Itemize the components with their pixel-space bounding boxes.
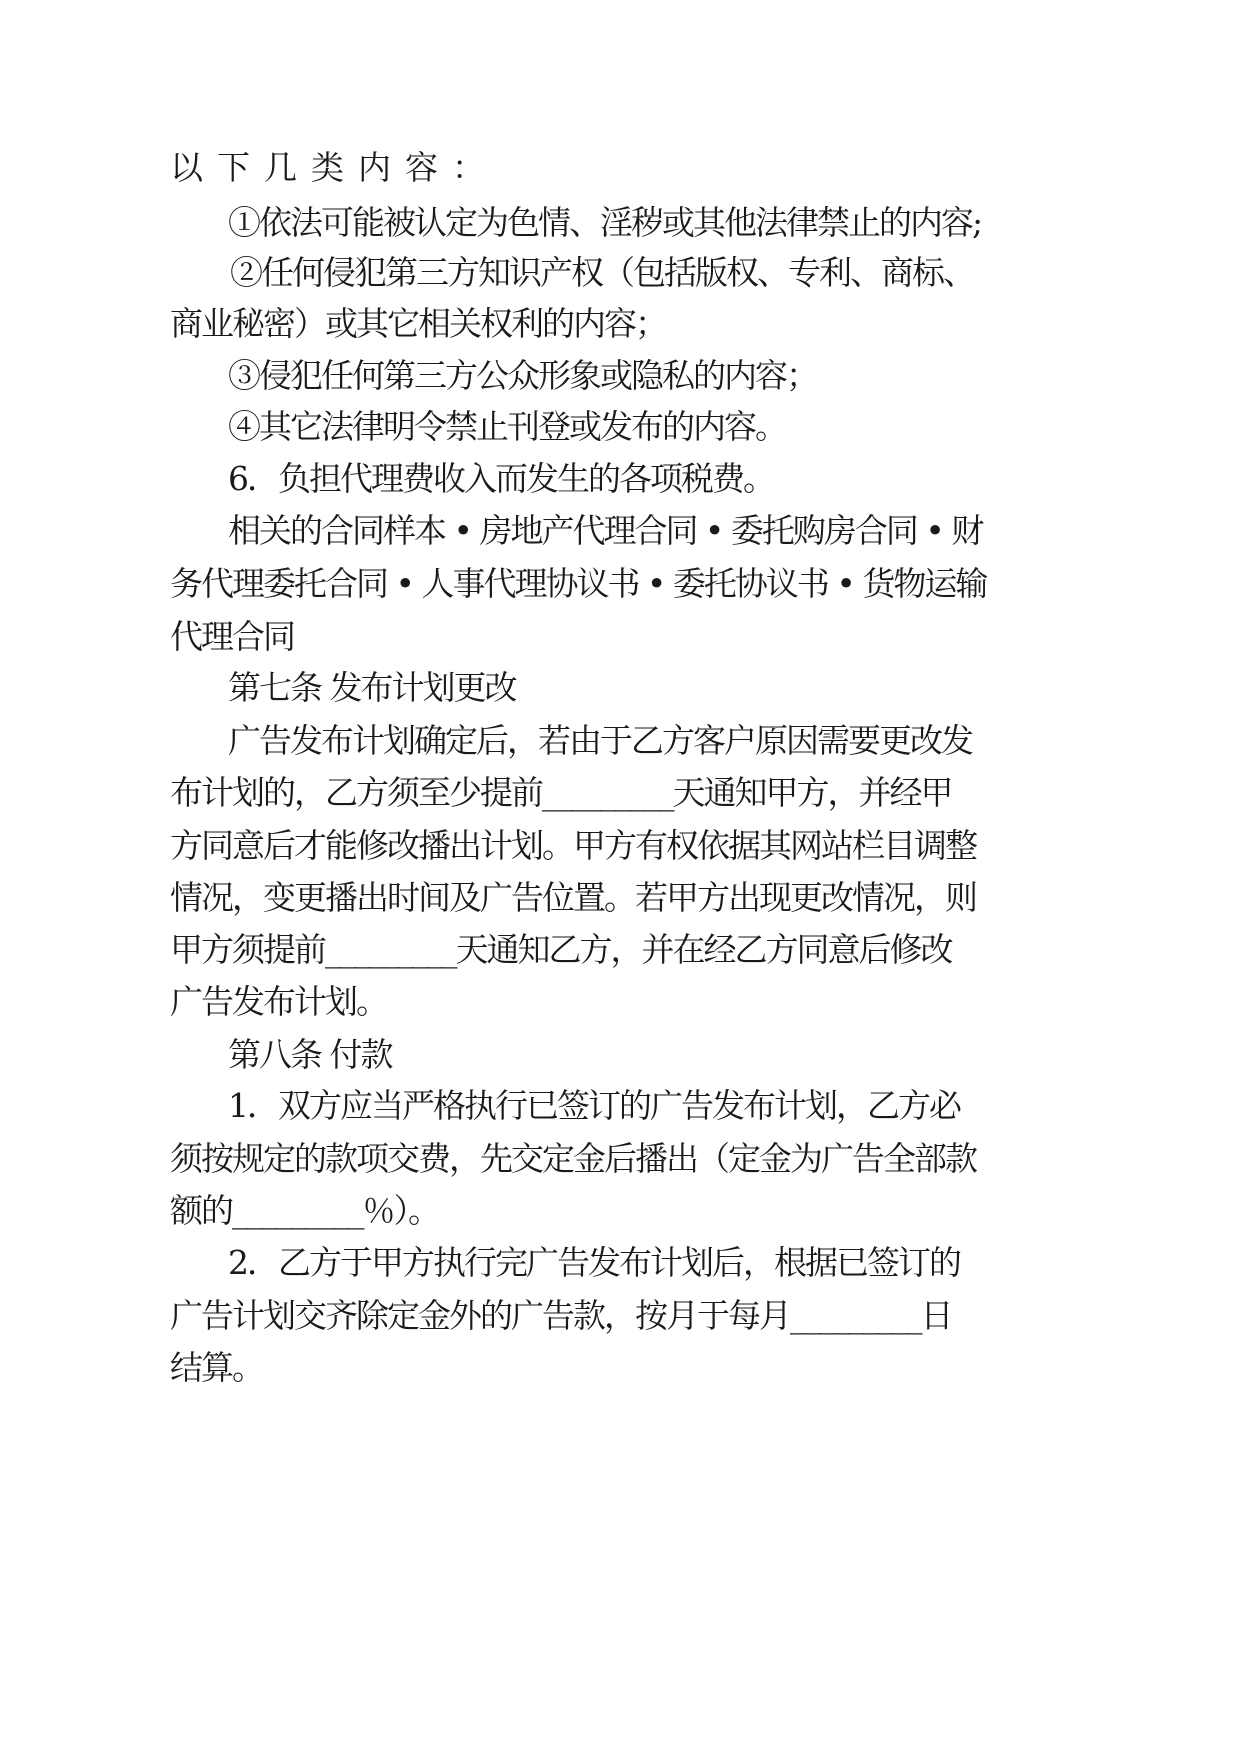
text-line: 1．双方应当严格执行已签订的广告发布计划，乙方必	[228, 1086, 960, 1125]
text-line: 广告发布计划。	[170, 982, 387, 1021]
text-line: 广告发布计划确定后，若由于乙方客户原因需要更改发	[228, 721, 972, 760]
text-line: 情况，变更播出时间及广告位置。若甲方出现更改情况，则	[170, 878, 976, 917]
text-line: 广告计划交齐除定金外的广告款，按月于每月_________日	[170, 1296, 952, 1335]
text-line: 方同意后才能修改播出计划。甲方有权依据其网站栏目调整	[170, 826, 976, 865]
text-line: 代理合同	[170, 617, 294, 656]
text-line: 布计划的，乙方须至少提前_________天通知甲方，并经甲	[170, 773, 952, 812]
text-line: ②任何侵犯第三方知识产权（包括版权、专利、商标、	[230, 253, 974, 292]
text-line: 须按规定的款项交费，先交定金后播出（定金为广告全部款	[170, 1139, 976, 1178]
text-line: 商业秘密）或其它相关权利的内容；	[170, 304, 666, 343]
text-line: 以下几类内容：	[170, 148, 499, 187]
text-line: ④其它法律明令禁止刊登或发布的内容。	[228, 407, 786, 446]
text-line: 结算。	[170, 1348, 263, 1387]
text-line: 甲方须提前_________天通知乙方，并在经乙方同意后修改	[170, 930, 952, 969]
text-line: 相关的合同样本 • 房地产代理合同 • 委托购房合同 • 财	[228, 511, 983, 550]
text-line: ①依法可能被认定为色情、淫秽或其他法律禁止的内容;	[228, 203, 982, 242]
text-line: ③侵犯任何第三方公众形象或隐私的内容；	[228, 356, 817, 395]
text-line: 6．负担代理费收入而发生的各项税费。	[228, 459, 774, 498]
text-line: 2．乙方于甲方执行完广告发布计划后，根据已签订的	[228, 1243, 960, 1282]
text-line: 第八条 付款	[228, 1035, 392, 1074]
text-line: 务代理委托合同 • 人事代理协议书 • 委托协议书 • 货物运输	[170, 564, 987, 603]
text-line: 额的_________％）。	[170, 1191, 439, 1230]
text-line: 第七条 发布计划更改	[228, 668, 516, 707]
